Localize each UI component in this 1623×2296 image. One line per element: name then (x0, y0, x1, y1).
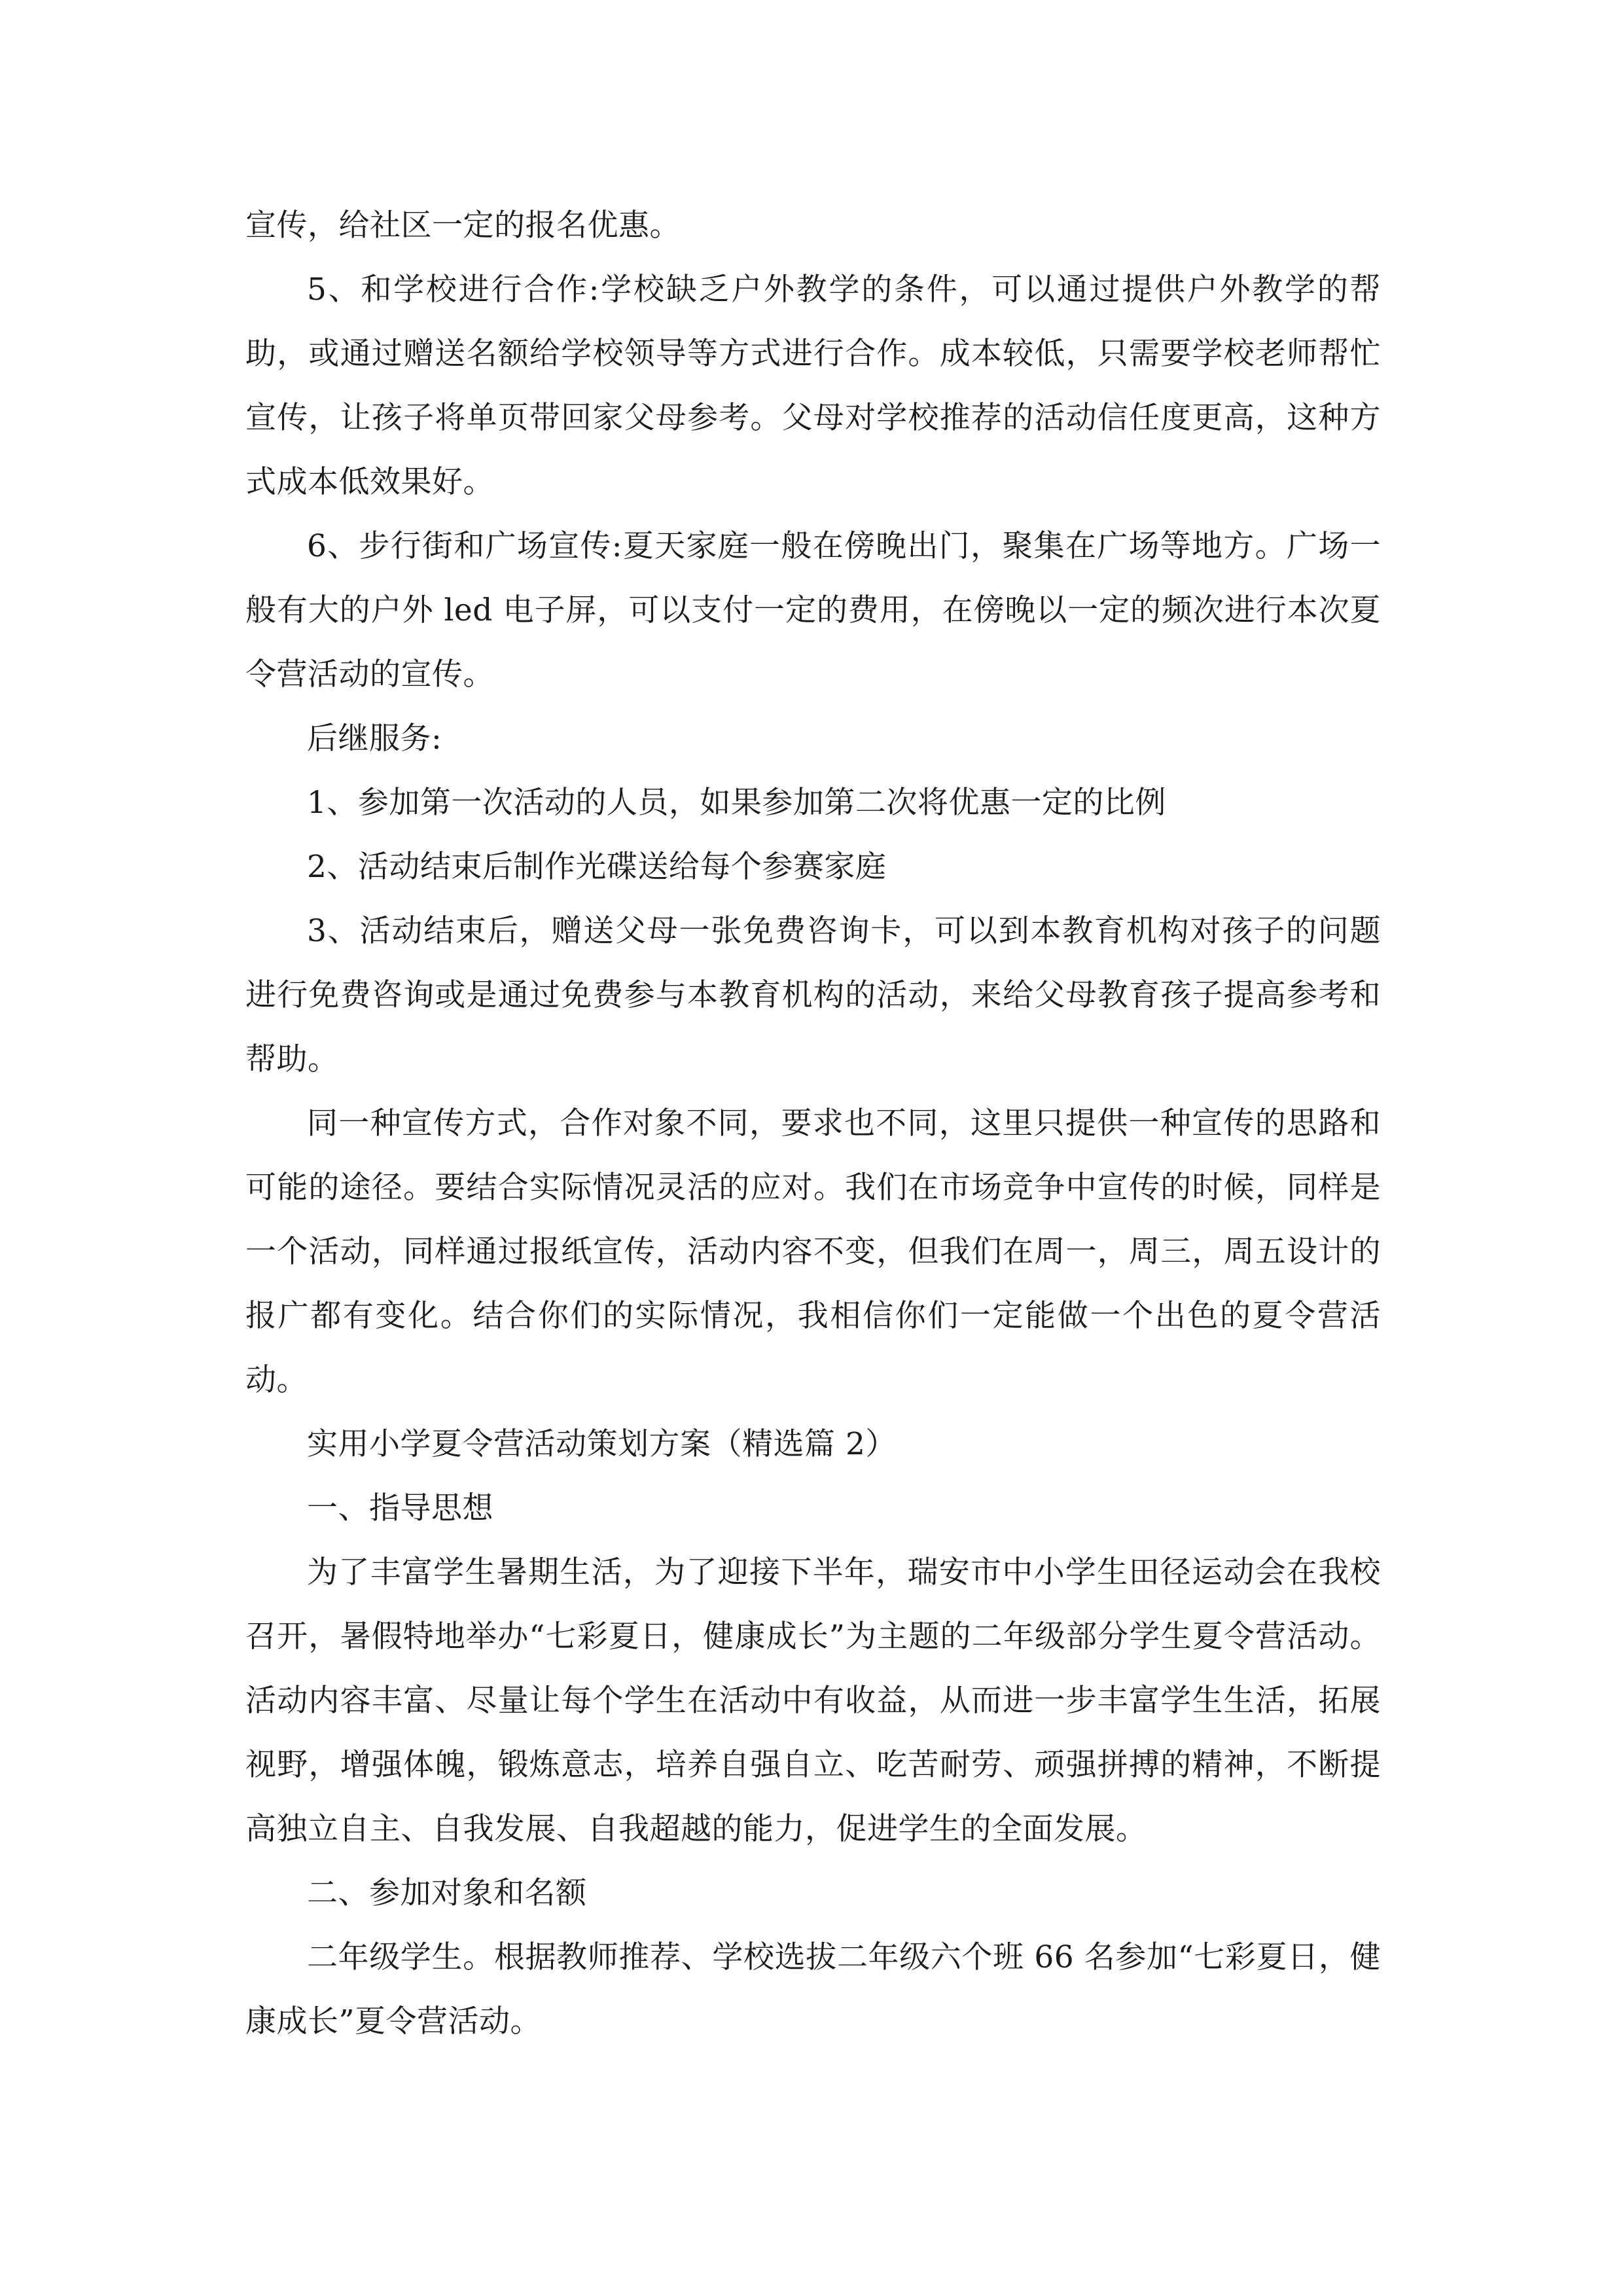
list-item-3: 3、活动结束后，赠送父母一张免费咨询卡，可以到本教育机构对孩子的问题进行免费咨询或是通过免费参与本教育机构的活动，来给父母教育孩子提高参考和帮助。 (245, 913, 1381, 1077)
paragraph-guiding-ideology: 为了丰富学生暑期生活，为了迎接下半年，瑞安市中小学生田径运动会在我校召开，暑假特地举办“七彩夏日，健康成长”为主题的二年级部分学生夏令营活动。活动内容丰富、尽量让每个学生在活动中有收益，从而进一步丰富学生生活，拓展视野，增强体魄，锻炼意志，培养自强自立、吃苦耐劳、顽强拼搏的精神，不断提高独立自主、自我发展、自我超越的能力，促进学生的全面发展。 (245, 1554, 1381, 1847)
list-item-2: 2、活动结束后制作光碟送给每个参赛家庭 (307, 849, 887, 885)
paragraph-1: 宣传，给社区一定的报名优惠。 (245, 207, 681, 243)
paragraph-participants: 二年级学生。根据教师推荐、学校选拔二年级六个班 66 名参加“七彩夏日，健康成长”夏令营活动。 (245, 1939, 1381, 2039)
document-body (245, 194, 1381, 2054)
section-title: 实用小学夏令营活动策划方案（精选篇 2） (307, 1426, 897, 1462)
paragraph-2: 5、和学校进行合作:学校缺乏户外教学的条件，可以通过提供户外教学的帮助，或通过赠送名额给学校领导等方式进行合作。成本较低，只需要学校老师帮忙宣传，让孩子将单页带回家父母参考。父母对学校推荐的活动信任度更高，这种方式成本低效果好。 (245, 272, 1381, 500)
heading-participants: 二、参加对象和名额 (307, 1875, 587, 1911)
heading-guiding-ideology: 一、指导思想 (307, 1490, 493, 1526)
heading-follow-up-service: 后继服务: (307, 721, 442, 757)
paragraph-summary: 同一种宣传方式，合作对象不同，要求也不同，这里只提供一种宣传的思路和可能的途径。要结合实际情况灵活的应对。我们在市场竞争中宣传的时候，同样是一个活动，同样通过报纸宣传，活动内容不变，但我们在周一，周三，周五设计的报广都有变化。结合你们的实际情况，我相信你们一定能做一个出色的夏令营活动。 (245, 1105, 1381, 1398)
list-item-1: 1、参加第一次活动的人员，如果参加第二次将优惠一定的比例 (307, 785, 1166, 821)
paragraph-3: 6、步行街和广场宣传:夏天家庭一般在傍晚出门，聚集在广场等地方。广场一般有大的户外 led 电子屏，可以支付一定的费用，在傍晚以一定的频次进行本次夏令营活动的宣传。 (245, 528, 1381, 692)
